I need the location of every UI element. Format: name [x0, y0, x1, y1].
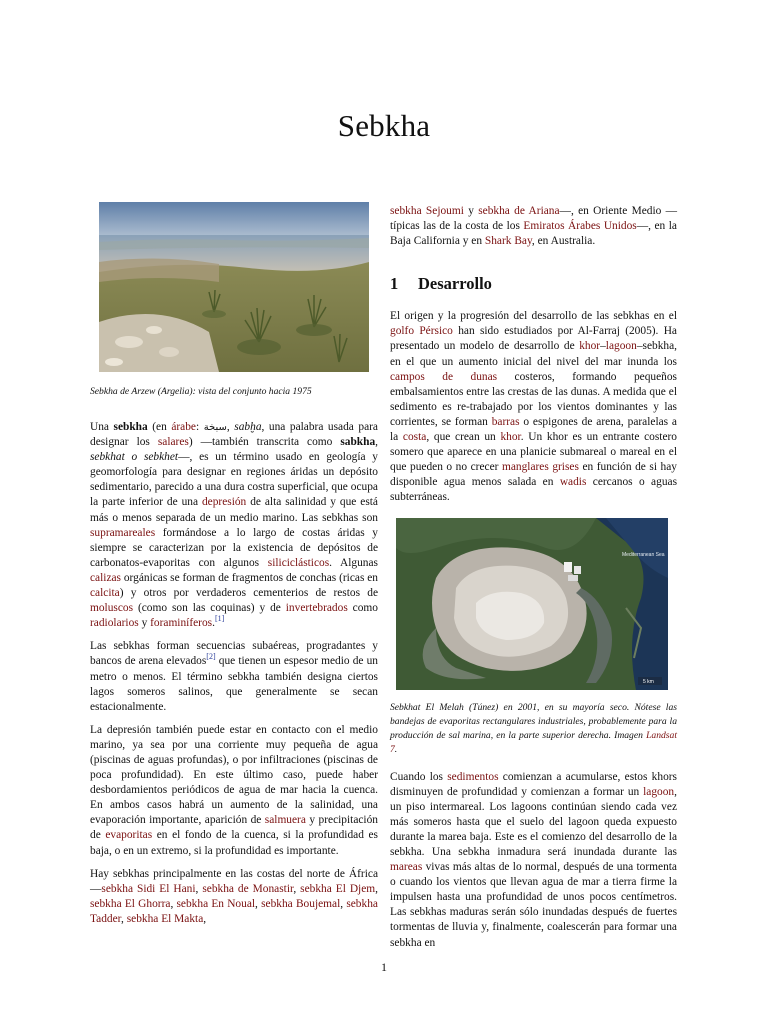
- intro-paragraph: Una sebkha (en árabe: سبخة, sabḫa, una palabra usada para designar los salares) —también transcrita como sabkha, sebkhat o sebkhet—, es un término usado en geología y geomorfología para designar en regiones áridas un depósito sedimentario, parecido a una dura costra superficial, que ocupa la parte inferior de una depresión de alta salinidad y que está más o menos separada de un medio marino. Las sebkhas son supramareales formándose a lo largo de costas áridas y siempre se caracterizan por la existencia de depósitos de carbonatos-evaporitas con algunos siliciclásticos. Algunas calizas orgánicas se forman de fragmentos de conchas (ricas en calcita) y otros por verdaderos cementerios de restos de moluscos (como son las coquinas) y de invertebrados como radiolarios y foraminíferos.[1]: [90, 421, 379, 630]
- link-khor[interactable]: khor: [579, 340, 601, 353]
- link-siliciclasticos[interactable]: siliciclásticos: [267, 556, 330, 569]
- figure-caption: Sebkha de Arzew (Argelia): vista del conjunto hacia 1975: [90, 386, 312, 397]
- link-calcita[interactable]: calcita: [90, 587, 120, 600]
- link-calizas[interactable]: calizas: [90, 571, 121, 584]
- link-salares[interactable]: salares: [157, 436, 189, 449]
- link-manglares-grises[interactable]: manglares grises: [501, 461, 579, 474]
- link-lagoon[interactable]: lagoon: [605, 340, 637, 353]
- link-costa[interactable]: costa: [402, 431, 427, 444]
- reference-2[interactable]: [2]: [206, 652, 216, 662]
- link-supramareales[interactable]: supramareales: [90, 526, 156, 539]
- link-sebkha-sidi-el-hani[interactable]: sebkha Sidi El Hani: [101, 882, 196, 895]
- link-arabe[interactable]: árabe: [171, 421, 196, 433]
- link-barras[interactable]: barras: [491, 415, 520, 428]
- link-foraminiferos[interactable]: foraminíferos: [150, 617, 213, 630]
- link-evaporitas[interactable]: evaporitas: [105, 829, 153, 842]
- link-campos-de-dunas[interactable]: campos de dunas: [390, 370, 498, 383]
- arabic-script: سبخة: [203, 422, 227, 433]
- paragraph-sedimentos: Cuando los sedimentos comienzan a acumularse, estos khors disminuyen de profundidad y comienzan a formar un lagoon, un piso intermareal. Los lagoons continúan siendo cada vez más someros hasta que el suelo del lagoon queda expuesto durante la marea baja. Este es el comienzo del desarrollo de la sebkha. Una sebkha inmadura será inundada durante las mareas vivas más altas de lo normal, después de una tormenta o cuando los vientos que llevan agua de mar a tierra firme la impulsen hasta una profundidad de unos pocos centímetros. Las sebkhas maduras serán sólo inundadas después de fuertes tormentas de lluvia y, finalmente, coalescerán para formar una sebkha en: [390, 770, 677, 949]
- link-shark-bay[interactable]: Shark Bay: [484, 235, 532, 248]
- link-sebkha-ariana[interactable]: sebkha de Ariana: [478, 205, 560, 217]
- link-wadis[interactable]: wadis: [559, 476, 587, 489]
- figure-el-melah: [390, 518, 677, 757]
- link-emiratos[interactable]: Emiratos Árabes Unidos: [523, 220, 637, 233]
- link-khor-2[interactable]: khor: [500, 431, 521, 444]
- link-sebkha-boujemal[interactable]: sebkha Boujemal: [261, 897, 341, 910]
- link-sebkha-sejoumi[interactable]: sebkha Sejoumi: [390, 205, 464, 217]
- link-lagoon-2[interactable]: lagoon: [643, 785, 675, 798]
- paragraph-depresion: La depresión también puede estar en contacto con el medio marino, ya sea por una corriente muy pequeña de agua (piscinas de aguas profundas), o por infiltraciones (piscinas de poca profundidad). En este último caso, puede haber desbordamientos periódicos de agua de mar hacia la cuenca. En ambos casos habrá un aumento de la salinidad, una evaporación importante, aparición de salmuera y precipitación de evaporitas en el fondo de la cuenca, si la profundidad es baja, o en un extremo, si la profundidad es importante.: [90, 723, 378, 857]
- reference-1[interactable]: [1]: [214, 614, 225, 624]
- link-sebkha-el-makta[interactable]: sebkha El Makta: [126, 912, 204, 925]
- left-column: [90, 202, 378, 935]
- link-golfo-persico[interactable]: golfo Pérsico: [390, 325, 453, 338]
- link-salmuera[interactable]: salmuera: [264, 814, 306, 827]
- paragraph-origen: El origen y la progresión del desarrollo de las sebkhas en el golfo Pérsico han sido estudiados por Al-Farraj (2005). Ha presentado un modelo de desarrollo de khor–lagoon–sebkha, en el que un aumento inicial del nivel del mar inunda los campos de dunas costeros, formando pequeños embalsamientos entre las crestas de las dunas. A medida que el sedimento es re-trabajado por los vientos dominantes y las corrientes, se forman barras o espigones de arena, paralelas a la costa, que crean un khor. Un khor es un entrante costero somero que aparece en una planicie submareal o mareal en el que pueden o no crecer manglares grises en función de si hay disponible agua menos salada en wadis cercanos o aguas subterráneas.: [390, 310, 677, 504]
- link-depresion[interactable]: depresión: [201, 496, 247, 509]
- link-sedimentos[interactable]: sedimentos: [447, 770, 499, 783]
- link-invertebrados[interactable]: invertebrados: [285, 602, 348, 615]
- page-number: 1: [381, 960, 387, 974]
- map-scale-label: 5 km: [643, 678, 654, 685]
- link-sebkha-el-ghorra[interactable]: sebkha El Ghorra: [90, 897, 171, 910]
- arzew-landscape-photo[interactable]: [99, 202, 369, 372]
- figure-caption-el-melah: Sebkhat El Melah (Túnez) en 2001, en su mayoría seco. Nótese las bandejas de evaporitas rectangulares industriales, probablemente para la producción de sal marina, en la parte superior derecha. Imagen Landsat 7.: [390, 701, 677, 755]
- right-column: [390, 204, 677, 959]
- figure-arzew: [90, 202, 378, 399]
- paragraph-ubicaciones: Hay sebkhas principalmente en las costas del norte de África —sebkha Sidi El Hani, sebkha de Monastir, sebkha El Djem, sebkha El Ghorra, sebkha En Noual, sebkha Boujemal, sebkha Tadder, sebkha El Makta,: [90, 867, 378, 925]
- link-sebkha-tadder[interactable]: sebkha Tadder: [90, 897, 378, 925]
- map-label-sea: Mediterranean Sea: [622, 551, 665, 558]
- section-heading-desarrollo: 1 Desarrollo: [390, 274, 492, 294]
- link-sebkha-en-noual[interactable]: sebkha En Noual: [176, 897, 256, 910]
- link-mareas[interactable]: mareas: [390, 861, 423, 874]
- term-sebkha: sebkha: [113, 421, 148, 433]
- paragraph-continuacion: sebkha Sejoumi y sebkha de Ariana—, en Oriente Medio —típicas las de la costa de los Emiratos Árabes Unidos—, en la Baja California y en Shark Bay, en Australia.: [390, 205, 678, 248]
- el-melah-satellite-image[interactable]: [396, 518, 668, 690]
- link-landsat-7[interactable]: Landsat 7: [390, 729, 677, 755]
- link-sebkha-monastir[interactable]: sebkha de Monastir: [202, 882, 294, 895]
- link-radiolarios[interactable]: radiolarios: [90, 617, 139, 630]
- paragraph-secuencias: Las sebkhas forman secuencias subaéreas, progradantes y bancos de arena elevados[2] que tienen un espesor medio de un metro o menos. El término sebkha también designa ciertos lagos someros salinos, que generalmente se secan estacionalmente.: [90, 640, 378, 713]
- link-sebkha-el-djem[interactable]: sebkha El Djem: [300, 882, 376, 895]
- page-title: Sebkha: [337, 108, 431, 143]
- link-moluscos[interactable]: moluscos: [90, 602, 134, 615]
